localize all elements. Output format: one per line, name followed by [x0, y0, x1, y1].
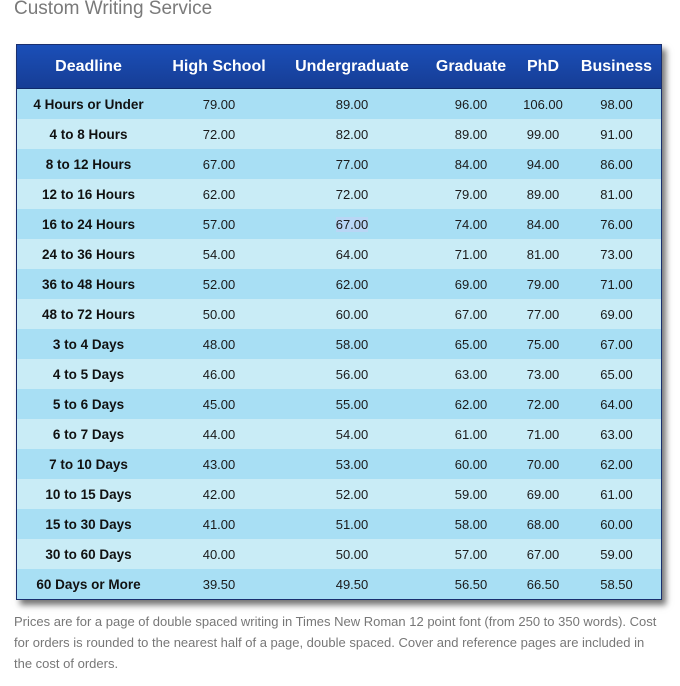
header-undergraduate: Undergraduate	[278, 45, 426, 89]
cell-graduate: 79.00	[426, 179, 516, 209]
cell-phd: 70.00	[516, 449, 570, 479]
cell-graduate: 59.00	[426, 479, 516, 509]
header-deadline: Deadline	[17, 45, 160, 89]
cell-business: 63.00	[570, 419, 662, 449]
table-row	[17, 209, 662, 239]
cell-undergraduate: 52.00	[278, 479, 426, 509]
cell-high-school: 39.50	[160, 569, 278, 599]
cell-graduate: 57.00	[426, 539, 516, 569]
cell-undergraduate: 72.00	[278, 179, 426, 209]
cell-business: 86.00	[570, 149, 662, 179]
cell-business: 61.00	[570, 479, 662, 509]
table-row	[17, 539, 662, 569]
cell-graduate: 67.00	[426, 299, 516, 329]
cell-high-school: 79.00	[160, 89, 278, 120]
header-high-school: High School	[160, 45, 278, 89]
cell-phd: 99.00	[516, 119, 570, 149]
cell-high-school: 43.00	[160, 449, 278, 479]
cell-undergraduate: 55.00	[278, 389, 426, 419]
cell-deadline: 8 to 12 Hours	[17, 149, 160, 179]
table-row	[17, 449, 662, 479]
price-table-container	[16, 44, 662, 600]
table-row	[17, 509, 662, 539]
cell-high-school: 48.00	[160, 329, 278, 359]
cell-phd: 69.00	[516, 479, 570, 509]
cell-business: 76.00	[570, 209, 662, 239]
table-row	[17, 119, 662, 149]
cell-graduate: 89.00	[426, 119, 516, 149]
table-row	[17, 479, 662, 509]
cell-high-school: 62.00	[160, 179, 278, 209]
table-row	[17, 389, 662, 419]
cell-phd: 67.00	[516, 539, 570, 569]
cell-deadline: 48 to 72 Hours	[17, 299, 160, 329]
cell-high-school: 52.00	[160, 269, 278, 299]
cell-deadline: 5 to 6 Days	[17, 389, 160, 419]
cell-business: 65.00	[570, 359, 662, 389]
cell-graduate: 58.00	[426, 509, 516, 539]
cell-phd: 79.00	[516, 269, 570, 299]
header-graduate: Graduate	[426, 45, 516, 89]
cell-business: 81.00	[570, 179, 662, 209]
cell-business: 59.00	[570, 539, 662, 569]
cell-business: 71.00	[570, 269, 662, 299]
cell-graduate: 74.00	[426, 209, 516, 239]
table-header-row	[17, 45, 662, 89]
header-phd: PhD	[516, 45, 570, 89]
cell-deadline: 30 to 60 Days	[17, 539, 160, 569]
cell-undergraduate: 56.00	[278, 359, 426, 389]
table-row	[17, 359, 662, 389]
cell-graduate: 63.00	[426, 359, 516, 389]
cell-high-school: 50.00	[160, 299, 278, 329]
cell-graduate: 56.50	[426, 569, 516, 599]
cell-undergraduate: 82.00	[278, 119, 426, 149]
cell-graduate: 71.00	[426, 239, 516, 269]
cell-deadline: 4 Hours or Under	[17, 89, 160, 120]
cell-phd: 77.00	[516, 299, 570, 329]
cell-deadline: 6 to 7 Days	[17, 419, 160, 449]
cell-undergraduate: 58.00	[278, 329, 426, 359]
cell-business: 60.00	[570, 509, 662, 539]
cell-phd: 73.00	[516, 359, 570, 389]
table-row	[17, 269, 662, 299]
cell-deadline: 16 to 24 Hours	[17, 209, 160, 239]
cell-undergraduate: 50.00	[278, 539, 426, 569]
table-row	[17, 179, 662, 209]
cell-high-school: 42.00	[160, 479, 278, 509]
pricing-note: Prices are for a page of double spaced writing in Times New Roman 12 point font (from 250 to 350 words). Cost for orders is rounded to the nearest half of a page, double spaced. Cover and reference pages are included in the cost of orders.	[14, 614, 657, 671]
cell-business: 62.00	[570, 449, 662, 479]
cell-high-school: 45.00	[160, 389, 278, 419]
cell-deadline: 4 to 8 Hours	[17, 119, 160, 149]
cell-graduate: 61.00	[426, 419, 516, 449]
cell-business: 73.00	[570, 239, 662, 269]
cell-high-school: 44.00	[160, 419, 278, 449]
cell-undergraduate: 60.00	[278, 299, 426, 329]
cell-business: 58.50	[570, 569, 662, 599]
cell-high-school: 57.00	[160, 209, 278, 239]
cell-deadline: 24 to 36 Hours	[17, 239, 160, 269]
cell-high-school: 41.00	[160, 509, 278, 539]
cell-undergraduate: 62.00	[278, 269, 426, 299]
cell-phd: 81.00	[516, 239, 570, 269]
cell-business: 69.00	[570, 299, 662, 329]
cell-undergraduate: 64.00	[278, 239, 426, 269]
cell-deadline: 36 to 48 Hours	[17, 269, 160, 299]
cell-deadline: 15 to 30 Days	[17, 509, 160, 539]
cell-high-school: 54.00	[160, 239, 278, 269]
selected-price-text: 67.00	[335, 216, 369, 232]
cell-phd: 66.50	[516, 569, 570, 599]
cell-undergraduate: 54.00	[278, 419, 426, 449]
cell-business: 98.00	[570, 89, 662, 120]
cell-business: 64.00	[570, 389, 662, 419]
header-business: Business	[570, 45, 662, 89]
cell-phd: 84.00	[516, 209, 570, 239]
cell-phd: 71.00	[516, 419, 570, 449]
table-row	[17, 89, 662, 120]
cell-high-school: 40.00	[160, 539, 278, 569]
cell-graduate: 69.00	[426, 269, 516, 299]
cell-business: 67.00	[570, 329, 662, 359]
cell-phd: 68.00	[516, 509, 570, 539]
cell-undergraduate: 53.00	[278, 449, 426, 479]
cell-undergraduate	[278, 209, 426, 239]
cell-deadline: 4 to 5 Days	[17, 359, 160, 389]
table-row	[17, 239, 662, 269]
cell-undergraduate: 51.00	[278, 509, 426, 539]
cell-graduate: 65.00	[426, 329, 516, 359]
page-title: Custom Writing Service	[14, 0, 213, 19]
cell-undergraduate: 49.50	[278, 569, 426, 599]
cell-undergraduate: 77.00	[278, 149, 426, 179]
cell-phd: 106.00	[516, 89, 570, 120]
cell-graduate: 60.00	[426, 449, 516, 479]
cell-high-school: 67.00	[160, 149, 278, 179]
cell-deadline: 7 to 10 Days	[17, 449, 160, 479]
cell-deadline: 3 to 4 Days	[17, 329, 160, 359]
table-row	[17, 329, 662, 359]
cell-high-school: 72.00	[160, 119, 278, 149]
cell-high-school: 46.00	[160, 359, 278, 389]
cell-graduate: 84.00	[426, 149, 516, 179]
table-row	[17, 299, 662, 329]
cell-undergraduate: 89.00	[278, 89, 426, 120]
price-table	[17, 45, 662, 599]
cell-deadline: 12 to 16 Hours	[17, 179, 160, 209]
cell-business: 91.00	[570, 119, 662, 149]
cell-phd: 94.00	[516, 149, 570, 179]
cell-deadline: 60 Days or More	[17, 569, 160, 599]
table-row	[17, 419, 662, 449]
cell-graduate: 62.00	[426, 389, 516, 419]
cell-graduate: 96.00	[426, 89, 516, 120]
cell-deadline: 10 to 15 Days	[17, 479, 160, 509]
table-body	[17, 89, 662, 600]
table-row	[17, 149, 662, 179]
cell-phd: 75.00	[516, 329, 570, 359]
table-row	[17, 569, 662, 599]
cell-phd: 72.00	[516, 389, 570, 419]
cell-phd: 89.00	[516, 179, 570, 209]
